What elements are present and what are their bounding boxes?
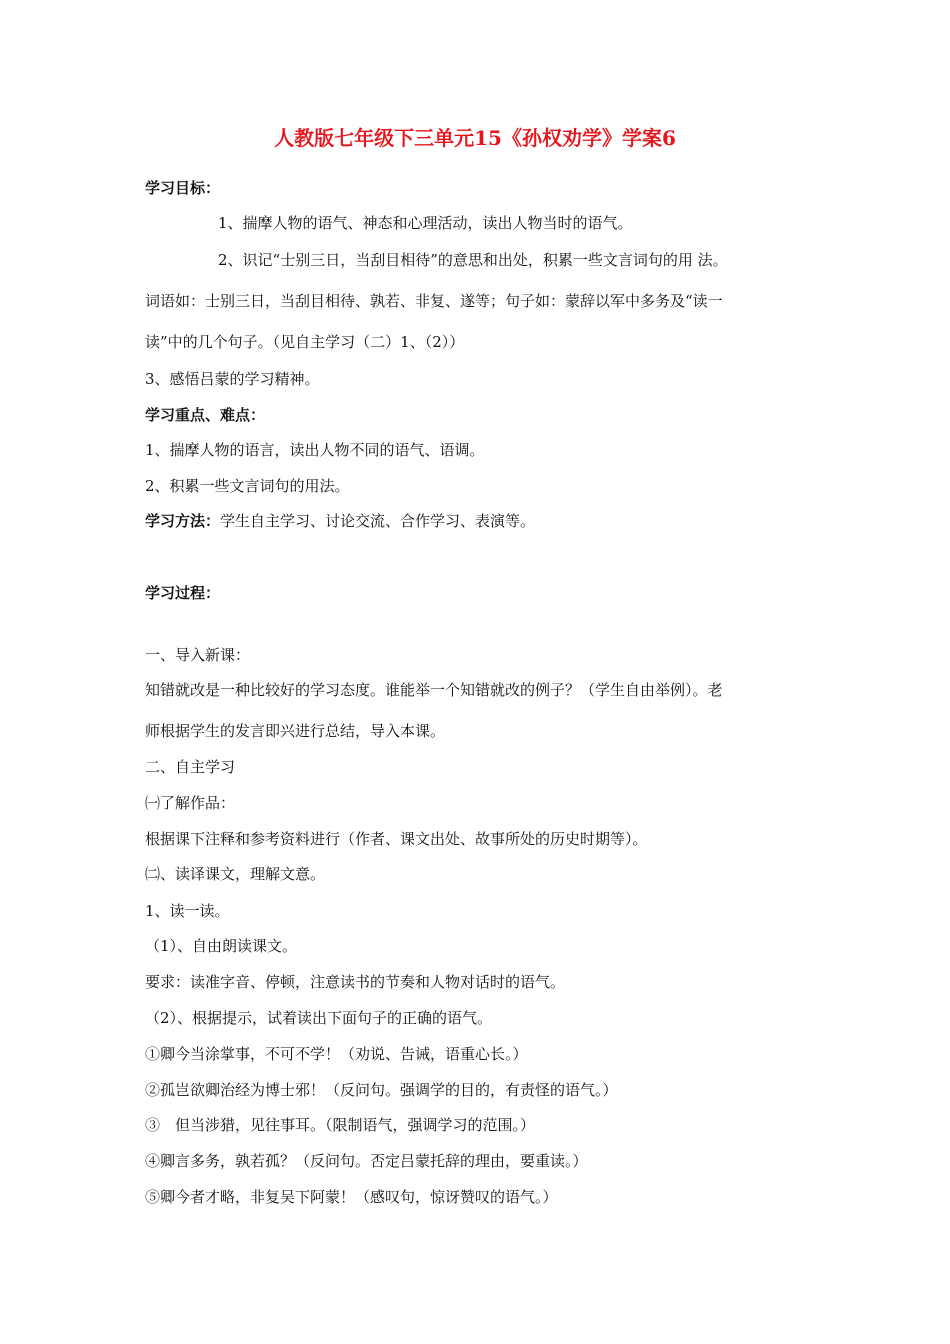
keypoint-1: 1、揣摩人物的语言，读出人物不同的语气、语调。	[145, 441, 485, 459]
sentence-4: ④卿言多务，孰若孤？（反问句。否定吕蒙托辞的理由，要重读。）	[145, 1152, 588, 1170]
goal-1: 1、揣摩人物的语气、神态和心理活动，读出人物当时的语气。	[218, 214, 633, 232]
section-2b-heading: ㈡、读译课文，理解文意。	[145, 865, 326, 883]
section-2b-requirement: 要求：读准字音、停顿，注意读书的节奏和人物对话时的语气。	[145, 973, 566, 991]
goals-heading: 学习目标：	[145, 179, 221, 197]
section-2b-subitem-1: （1）、自由朗读课文。	[145, 937, 298, 955]
method-text: 学生自主学习、讨论交流、合作学习、表演等。	[220, 512, 536, 530]
sentence-5: ⑤卿今者才略，非复吴下阿蒙！（感叹句，惊讶赞叹的语气。）	[145, 1188, 558, 1206]
goal-3: 3、感悟吕蒙的学习精神。	[145, 370, 320, 388]
keypoints-heading: 学习重点、难点：	[145, 406, 266, 424]
section-2a-text: 根据课下注释和参考资料进行（作者、课文出处、故事所处的历史时期等）。	[145, 830, 648, 848]
section-1-text-1: 知错就改是一种比较好的学习态度。谁能举一个知错就改的例子？（学生自由举例）。老	[145, 681, 723, 699]
keypoint-2: 2、积累一些文言词句的用法。	[145, 477, 350, 495]
method-line	[145, 511, 535, 531]
section-2-heading: 二、自主学习	[145, 758, 236, 776]
sentence-1: ①卿今当涂掌事，不可不学！（劝说、告诫，语重心长。）	[145, 1045, 528, 1063]
method-heading: 学习方法：	[145, 512, 221, 530]
section-2b-subitem-2: （2）、根据提示，试着读出下面句子的正确的语气。	[145, 1009, 493, 1027]
section-1-text-2: 师根据学生的发言即兴进行总结，导入本课。	[145, 722, 446, 740]
goal-2: 2、识记“士别三日，当刮目相待”的意思和出处，积累一些文言词句的用 法。	[218, 251, 728, 269]
page-title: 人教版七年级下三单元15《孙权劝学》学案6	[274, 126, 676, 150]
sentence-2: ②孤岂欲卿治经为博士邪！（反问句。强调学的目的，有责怪的语气。）	[145, 1081, 618, 1099]
process-heading: 学习过程：	[145, 584, 221, 602]
section-2a-heading: ㈠了解作品：	[145, 794, 236, 812]
goal-2-continued-1: 词语如：士别三日，当刮目相待、孰若、非复、遂等；句子如：蒙辞以军中多务及“读一	[145, 292, 723, 310]
goal-2-continued-2: 读”中的几个句子。（见自主学习（二）1、（2））	[145, 333, 465, 351]
section-1-heading: 一、导入新课：	[145, 646, 251, 664]
section-2b-item-1: 1、读一读。	[145, 902, 230, 920]
sentence-3: ③ 但当涉猎，见往事耳。（限制语气，强调学习的范围。）	[145, 1116, 536, 1134]
